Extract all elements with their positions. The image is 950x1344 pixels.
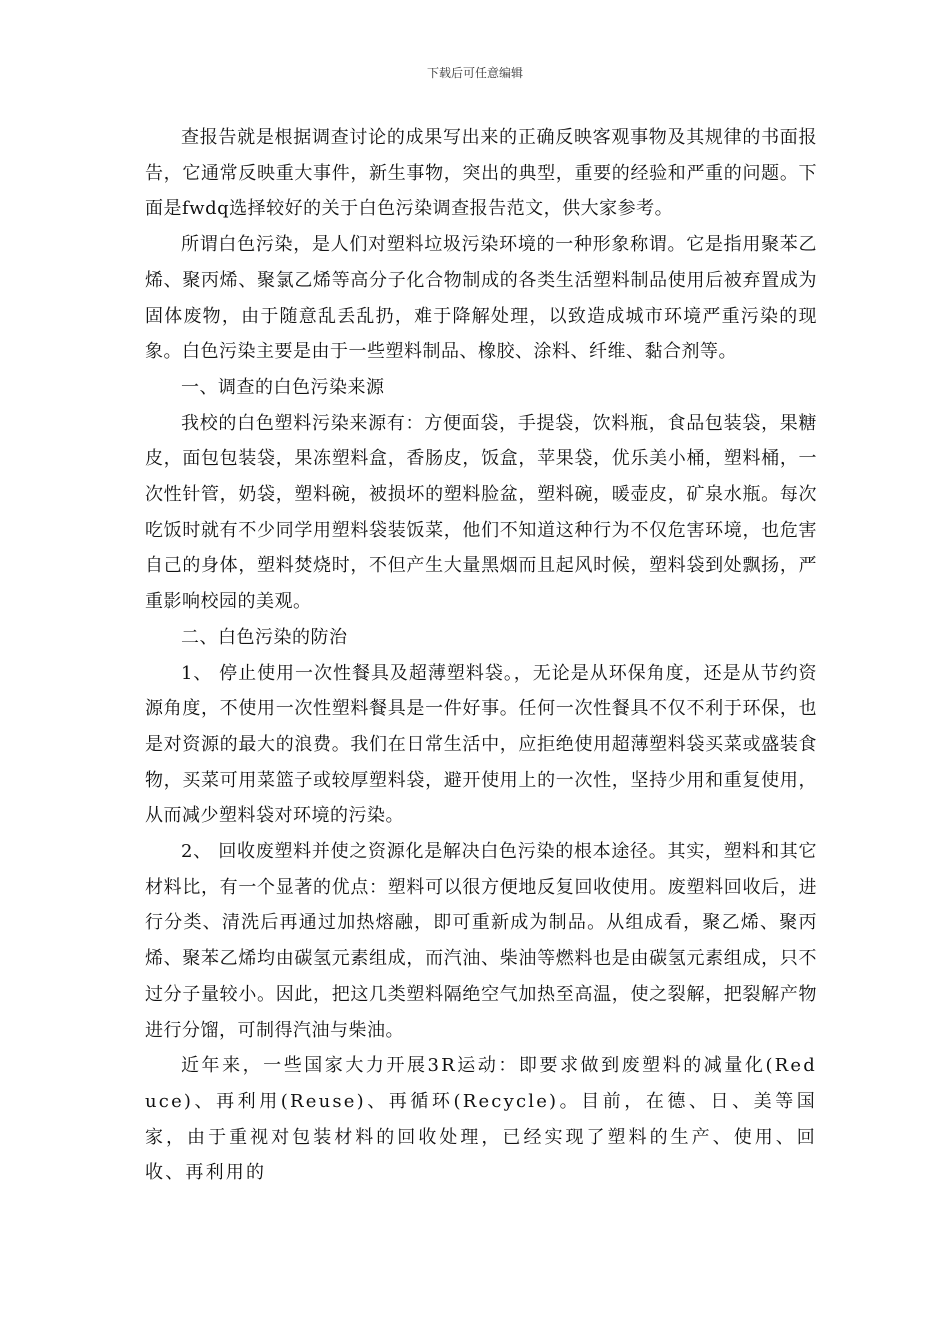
prevention-item-2: 2、 回收废塑料并使之资源化是解决白色污染的根本途径。其实，塑料和其它材料比，有一个显著的优点：塑料可以很方便地反复回收使用。废塑料回收后，进行分类、清洗后再通过加热熔融，即可重新成为制品。从组成看，聚乙烯、聚丙烯、聚苯乙烯均由碳氢元素组成，而汽油、柴油等燃料也是由碳氢元素组成，只不过分子量较小。因此，把这几类塑料隔绝空气加热至高温，使之裂解，把裂解产物进行分馏，可制得汽油与柴油。 (145, 841, 817, 1041)
recent-years-paragraph: 近年来，一些国家大力开展3R运动：即要求做到废塑料的减量化(Reduce)、再利用(Reuse)、再循环(Recycle)。目前，在德、日、美等国家，由于重视对包装材料的回收处理，已经实现了塑料的生产、使用、回收、再利用的 (145, 1055, 817, 1184)
page-header-note: 下载后可任意编辑 (426, 66, 523, 80)
section-heading-sources: 一、调查的白色污染来源 (181, 376, 385, 398)
prevention-item-1: 1、 停止使用一次性餐具及超薄塑料袋。，无论是从环保角度，还是从节约资源角度，不使用一次性塑料餐具是一件好事。任何一次性餐具不仅不利于环保，也是对资源的最大的浪费。我们在日常生活中，应拒绝使用超薄塑料袋买菜或盛装食物，买菜可用菜篮子或较厚塑料袋，避开使用上的一次性，坚持少用和重复使用，从而减少塑料袋对环境的污染。 (145, 662, 817, 827)
intro-paragraph: 查报告就是根据调查讨论的成果写出来的正确反映客观事物及其规律的书面报告，它通常反映重大事件，新生事物，突出的典型，重要的经验和严重的问题。下面是fwdq选择较好的关于白色污染调查报告范文，供大家参考。 (145, 127, 817, 220)
definition-paragraph: 所谓白色污染，是人们对塑料垃圾污染环境的一种形象称谓。它是指用聚苯乙烯、聚丙烯、聚氯乙烯等高分子化合物制成的各类生活塑料制品使用后被弃置成为固体废物，由于随意乱丢乱扔，难于降解处理，以致造成城市环境严重污染的现象。白色污染主要是由于一些塑料制品、橡胶、涂料、纤维、黏合剂等。 (145, 234, 817, 363)
section-heading-prevention: 二、白色污染的防治 (181, 626, 348, 648)
sources-paragraph: 我校的白色塑料污染来源有：方便面袋，手提袋，饮料瓶，食品包装袋，果糖皮，面包包装袋，果冻塑料盒，香肠皮，饭盒，苹果袋，优乐美小桶，塑料桶，一次性针管，奶袋，塑料碗，被损坏的塑料脸盆，塑料碗，暖壶皮，矿泉水瓶。每次吃饭时就有不少同学用塑料袋装饭菜，他们不知道这种行为不仅危害环境，也危害自己的身体，塑料焚烧时，不但产生大量黑烟而且起风时候，塑料袋到处飘扬，严重影响校园的美观。 (145, 412, 817, 613)
document-body (145, 120, 817, 1191)
